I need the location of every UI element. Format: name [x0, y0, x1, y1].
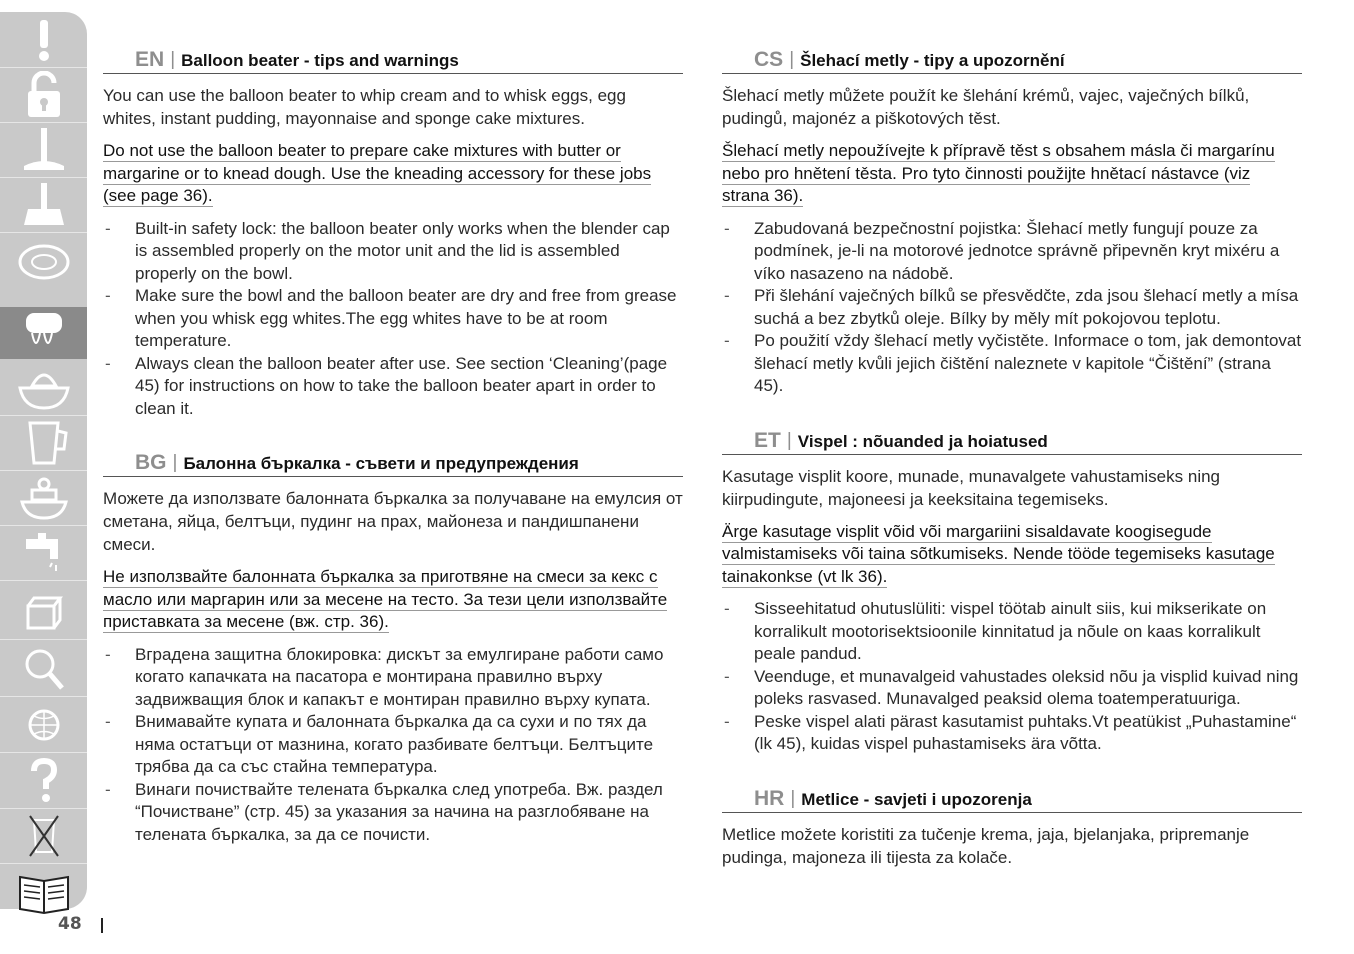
- blade-icon[interactable]: [0, 124, 87, 176]
- balloon-beater-icon[interactable]: [0, 307, 87, 359]
- bullet-list: [722, 218, 1302, 398]
- warning-paragraph: [103, 566, 683, 634]
- bullet-list: [722, 598, 1302, 756]
- warning-text: Не използвайте балонната бъркалка за приготвяне на смеси за кекс с масло или маргарин или за месене на тесто. За тези цели използвайте приставката за месене (вж. стр. 36).: [103, 567, 668, 631]
- header-divider: |: [170, 49, 176, 70]
- header-divider: |: [790, 787, 796, 809]
- list-item: - Внимавайте купата и балонната бъркалка да са сухи и по тях да няма остатъци от мазнина, когато разбивате белтъци. Белтъците трябва да са със стайна температура.: [103, 711, 683, 779]
- section-title: Vispel : nõuanded ja hoiatused: [797, 431, 1048, 451]
- magnifier-icon[interactable]: [0, 642, 87, 694]
- list-item: - Sisseehitatud ohutuslüliti: vispel töötab ainult siis, kui mikserikate on korralikult mootorisektsioonile kinnitatud ja nõule on kaas korralikult peale pandud.: [722, 598, 1302, 666]
- mill-icon[interactable]: [0, 472, 87, 524]
- section-title: Балонна бъркалка - съвети и предупреждения: [183, 454, 579, 473]
- list-item: - Винаги почиствайте телената бъркалка след употреба. Вж. раздел “Почистване” (стр. 45) за указания за начина на разглобяване на телената бъркалка, за да се почисти.: [103, 779, 683, 847]
- language-code: ET: [754, 428, 781, 452]
- right-column: [722, 44, 1302, 869]
- header-divider: |: [789, 49, 795, 70]
- intro-paragraph: Можете да използвате балонната бъркалка за получаване на емулсия от сметана, яйца, белтъци, пудинг на прах, майонеза и пандишпанени смеси.: [103, 489, 683, 554]
- blender-jug-icon[interactable]: [0, 417, 87, 469]
- intro-paragraph: Metlice možete koristiti za tučenje krema, jaja, bjelanjaka, pripremanje pudinga, majoneza ili tijesta za kolače.: [722, 824, 1250, 867]
- list-item: - Built-in safety lock: the balloon beater only works when the blender cap is assembled properly on the motor unit and the lid is assembled properly on the bowl.: [103, 218, 683, 286]
- section-title: Metlice - savjeti i upozorenja: [801, 789, 1032, 809]
- question-icon[interactable]: [0, 755, 87, 807]
- intro-paragraph: You can use the balloon beater to whip cream and to whisk eggs, egg whites, instant pudding, mayonnaise and sponge cake mixtures.: [103, 86, 626, 128]
- list-item: - Veenduge, et munavalgeid vahustades oleksid nõu ja visplid kuivad ning poleks rasvased. Munavalged peaksid olema toatemperatuuriga.: [722, 666, 1302, 711]
- section-header: [722, 425, 1302, 455]
- list-item: - Po použití vždy šlehací metly vyčistěte. Informace o tom, jak demontovat šlehací metly kvůli jejich čištění naleznete v kapitole “Čištění” (strana 45).: [722, 330, 1302, 398]
- language-code: EN: [135, 48, 165, 71]
- unlock-icon[interactable]: [0, 69, 87, 121]
- intro-paragraph: Kasutage visplit koore, munade, munavalgete vahustamiseks ning kiirpudingute, majoneesi ja keeksitaina tegemiseks.: [722, 466, 1221, 509]
- bullet-list: [103, 644, 683, 847]
- section-header: [103, 44, 683, 74]
- language-code: HR: [754, 786, 785, 810]
- warning-paragraph: [722, 521, 1302, 589]
- citrus-press-icon[interactable]: [0, 362, 87, 414]
- section-cs: [722, 44, 1302, 398]
- warning-paragraph: [103, 140, 683, 208]
- storage-box-icon[interactable]: [0, 584, 87, 636]
- language-code: CS: [754, 48, 784, 71]
- language-code: BG: [135, 451, 167, 474]
- section-et: [722, 425, 1302, 756]
- warning-text: Šlehací metly nepoužívejte k přípravě těst s obsahem másla či margarínu nebo pro hnětení těsta. Pro tyto činnosti použijte hnětací nástavce (viz strana 36).: [722, 141, 1275, 205]
- page-number-divider: [101, 918, 103, 933]
- kneading-tool-icon[interactable]: [0, 179, 87, 231]
- section-bg: [103, 447, 683, 846]
- warning-icon[interactable]: [0, 14, 87, 66]
- tap-cleaning-icon[interactable]: [0, 527, 87, 579]
- manual-book-icon[interactable]: [0, 867, 87, 919]
- section-en: [103, 44, 683, 420]
- bullet-list: [103, 218, 683, 421]
- worldwide-guarantee-icon[interactable]: [0, 699, 87, 751]
- section-header: [722, 783, 1302, 813]
- warning-paragraph: [722, 140, 1302, 208]
- page-number: 48: [58, 914, 82, 934]
- list-item: - Při šlehání vaječných bílků se přesvědčte, zda jsou šlehací metly a mísa suchá a bez zbytků oleje. Bílky by měly mít pokojovou teplotu.: [722, 285, 1302, 330]
- section-hr: [722, 783, 1302, 869]
- section-title: Šlehací metly - tipy a upozornění: [800, 51, 1065, 70]
- list-item: - Вградена защитна блокировка: дискът за емулгиране работи само когато капачката на пасатора е монтирана правилно върху задвижващия блок и капакът е монтиран правилно върху купата.: [103, 644, 683, 712]
- header-divider: |: [786, 429, 792, 451]
- intro-paragraph: Šlehací metly můžete použít ke šlehání krémů, vajec, vaječných bílků, pudingů, majonéz a piškotových těst.: [722, 86, 1250, 128]
- list-item: - Always clean the balloon beater after use. See section ‘Cleaning’(page 45) for instructions on how to take the balloon beater apart in order to clean it.: [103, 353, 683, 421]
- section-header: [722, 44, 1302, 74]
- list-item: - Make sure the bowl and the balloon beater are dry and free from grease when you whisk egg whites.The egg whites have to be at room temperature.: [103, 285, 683, 353]
- list-item: - Peske vispel alati pärast kasutamist puhtaks.Vt peatükist „Puhastamine“ (lk 45), kuidas vispel puhastamiseks ära võtta.: [722, 711, 1302, 756]
- sidebar-tabs: [0, 12, 87, 909]
- section-header: [103, 447, 683, 477]
- list-item: - Zabudovaná bezpečnostní pojistka: Šlehací metly fungují pouze za podmínek, je-li na motorové jednotce správně připevněn kryt mixéru a víko nasazeno na nádobě.: [722, 218, 1302, 286]
- warning-text: Ärge kasutage visplit võid või margariini sisaldavate koogisegude valmistamiseks või taina sõtkumiseks. Nende tööde tegemiseks kasutage tainakonkse (vt lk 36).: [722, 521, 1275, 586]
- warning-text: Do not use the balloon beater to prepare cake mixtures with butter or margarine or to knead dough. Use the kneading accessory for these jobs (see page 36).: [103, 141, 652, 205]
- disc-icon[interactable]: [0, 234, 87, 286]
- header-divider: |: [172, 452, 178, 473]
- left-column: [103, 44, 683, 846]
- section-title: Balloon beater - tips and warnings: [181, 51, 459, 70]
- recycle-bin-crossed-icon[interactable]: [0, 810, 87, 862]
